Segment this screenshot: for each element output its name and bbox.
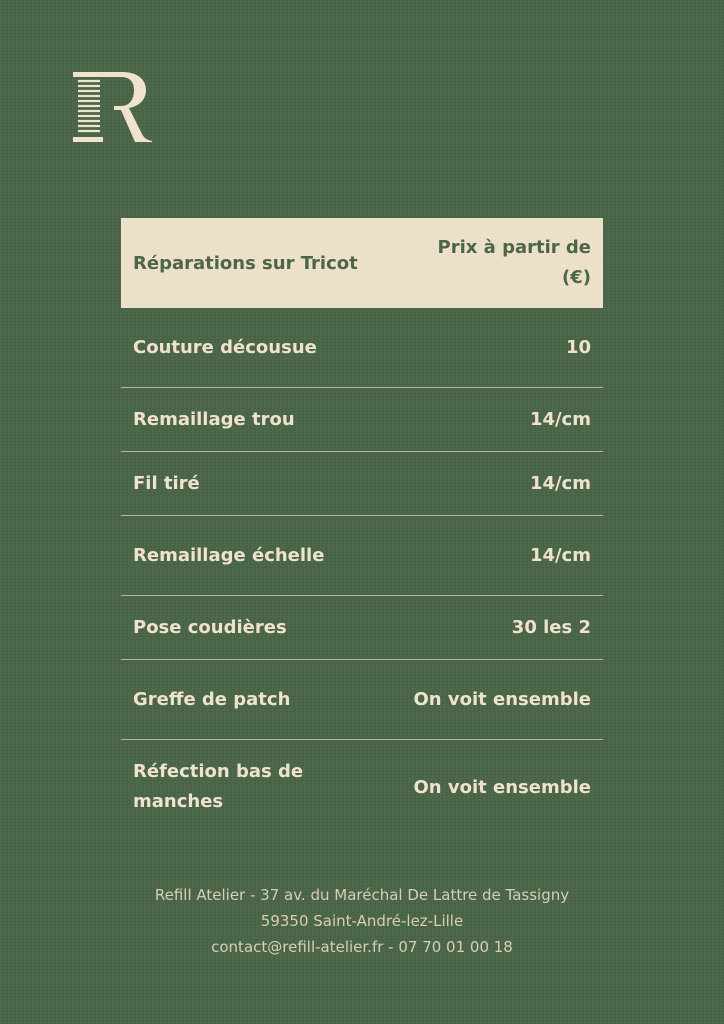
table-row <box>121 516 603 596</box>
footer-address: Refill Atelier - 37 av. du Maréchal De Lattre de Tassigny <box>154 886 570 904</box>
row-price: 10 <box>565 337 591 358</box>
row-label: Greffe de patch <box>133 688 291 710</box>
price-table <box>121 218 603 834</box>
row-price: On voit ensemble <box>413 689 591 710</box>
table-row <box>121 388 603 452</box>
table-row <box>121 308 603 388</box>
row-price: 30 les 2 <box>511 617 591 638</box>
row-label: Pose coudières <box>133 616 287 638</box>
table-row <box>121 596 603 660</box>
row-label: Réfection bas de manches <box>133 761 304 812</box>
footer-contact <box>0 882 724 960</box>
row-price: 14/cm <box>529 545 591 566</box>
footer-contact-line[interactable]: contact@refill-atelier.fr - 07 70 01 00 18 <box>211 938 513 956</box>
refill-r-monogram-icon <box>72 70 154 144</box>
footer-city: 59350 Saint-André-lez-Lille <box>260 912 464 930</box>
row-label: Couture décousue <box>133 336 317 358</box>
table-row <box>121 452 603 516</box>
table-header-service: Réparations sur Tricot <box>133 252 358 274</box>
row-label: Remaillage trou <box>133 408 295 430</box>
row-price: On voit ensemble <box>413 776 591 798</box>
row-price: 14/cm <box>529 473 591 494</box>
row-label: Remaillage échelle <box>133 544 325 566</box>
row-price: 14/cm <box>529 409 591 430</box>
table-row <box>121 740 603 834</box>
table-row <box>121 660 603 740</box>
table-header <box>121 218 603 308</box>
row-label: Fil tiré <box>133 472 200 494</box>
table-header-price: Prix à partir de (€) <box>437 237 591 288</box>
